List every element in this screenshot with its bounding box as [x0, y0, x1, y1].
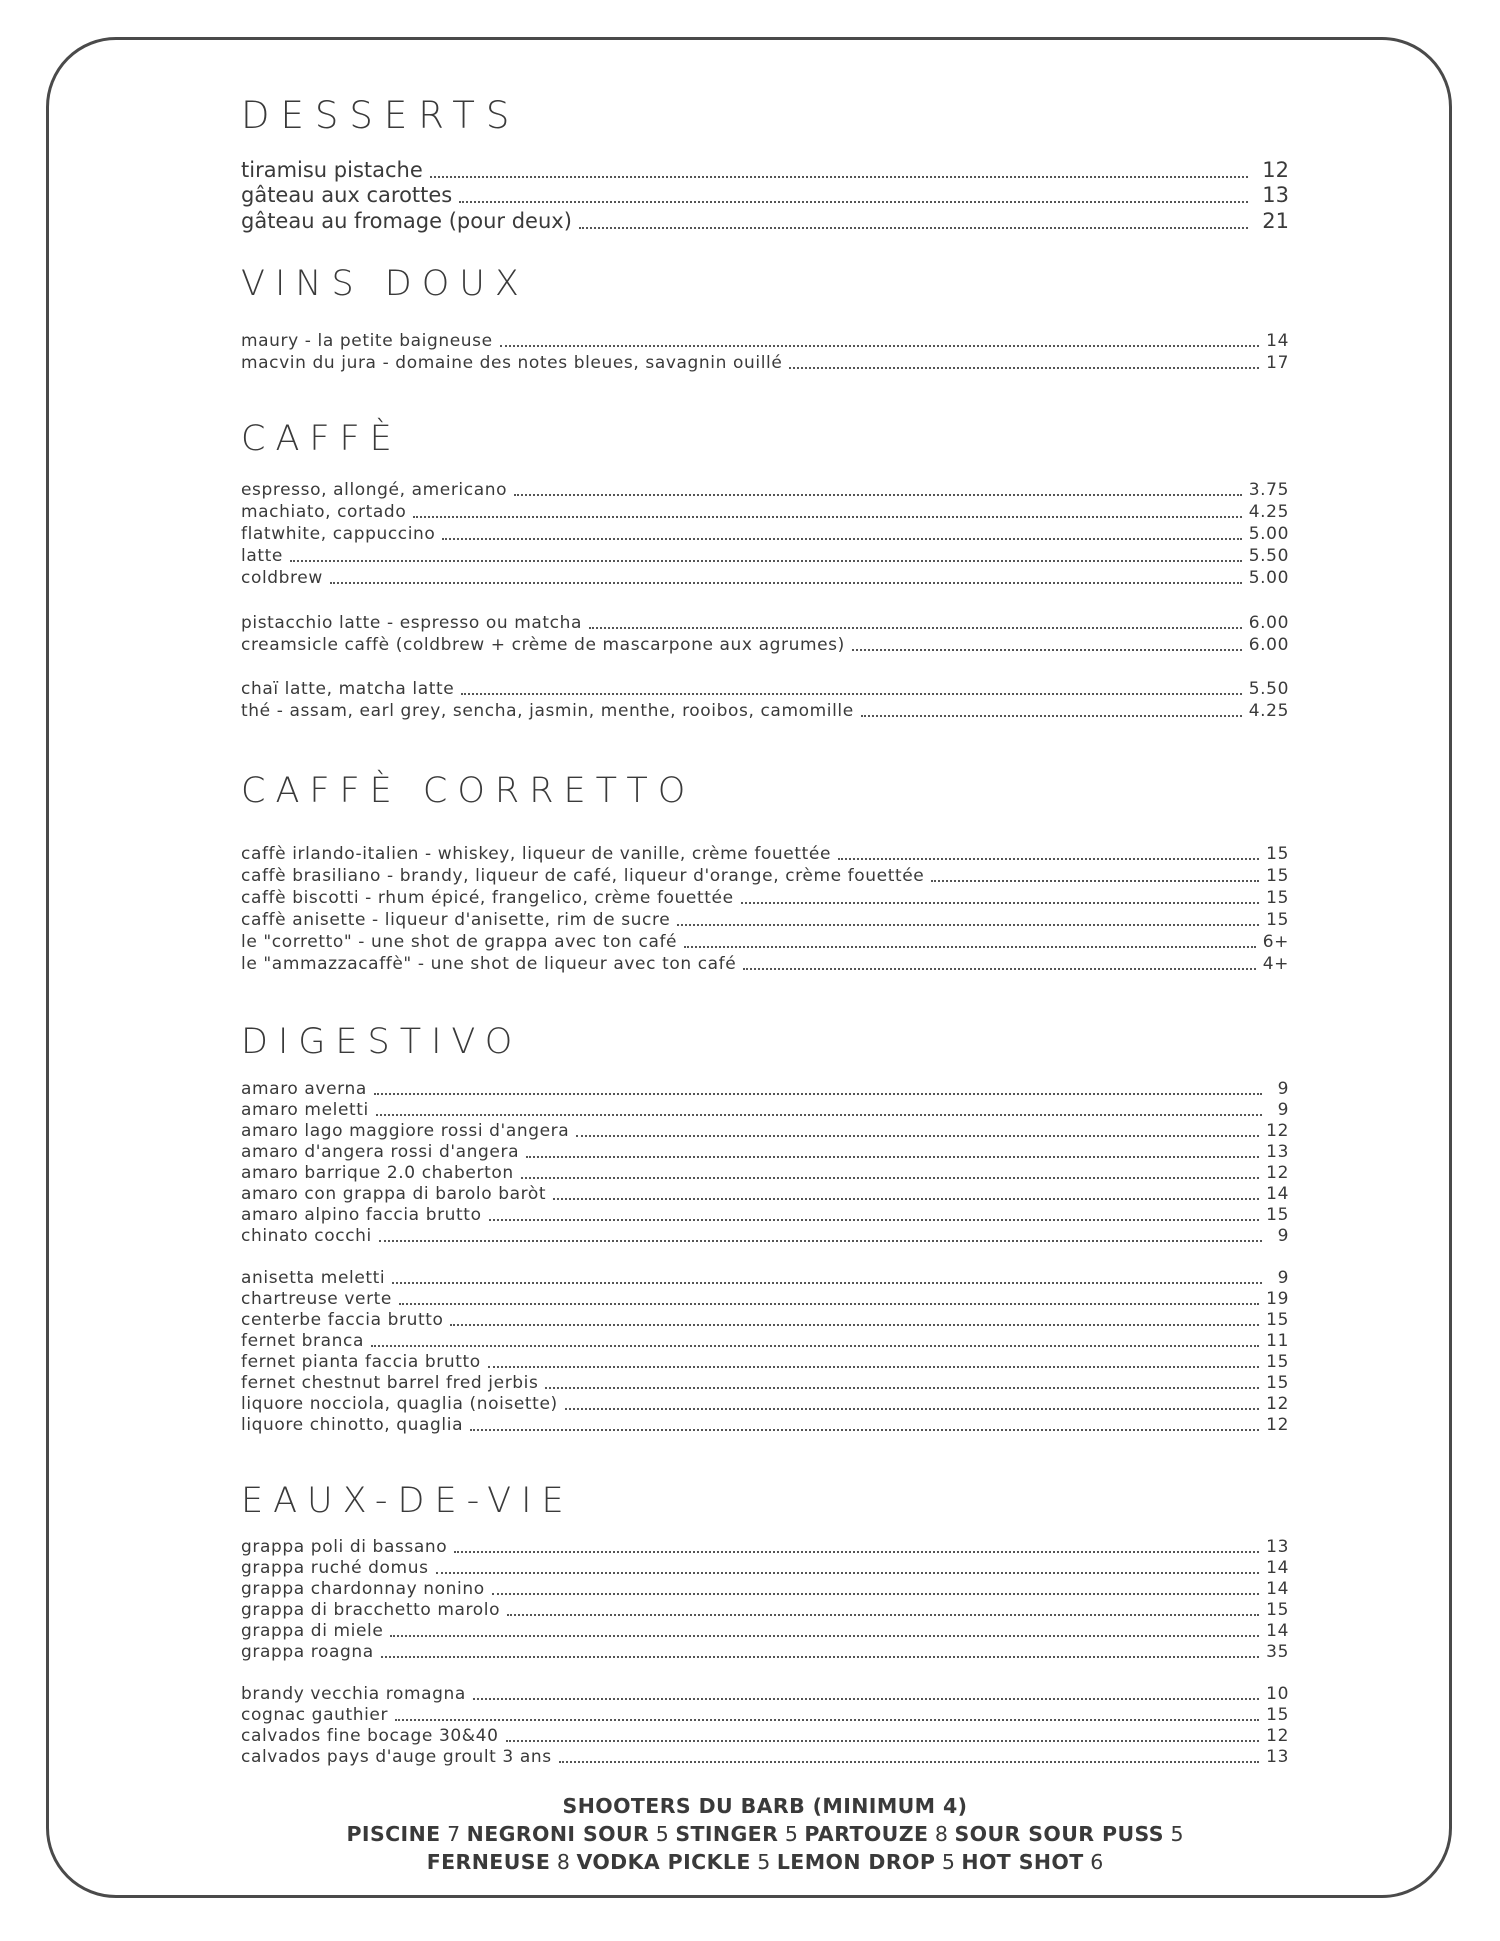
dot-leader — [677, 923, 1259, 926]
item-name: grappa chardonnay nonino — [241, 1579, 485, 1599]
caffe-title: CAFFÈ — [241, 419, 402, 459]
dot-leader — [526, 1155, 1259, 1158]
item-price: 9 — [1277, 1100, 1289, 1120]
menu-item — [241, 1373, 1289, 1394]
item-name: anisetta meletti — [241, 1268, 386, 1288]
dot-leader — [852, 648, 1242, 651]
menu-item — [241, 1163, 1289, 1184]
shooters-title: SHOOTERS DU BARB (MINIMUM 4) — [562, 1794, 968, 1818]
dot-leader — [506, 1739, 1260, 1742]
item-price: 35 — [1266, 1642, 1289, 1662]
menu-content — [241, 0, 1289, 1941]
menu-item — [241, 1537, 1289, 1558]
item-price: 5.50 — [1248, 679, 1289, 699]
menu-item — [241, 1747, 1289, 1768]
dot-leader — [430, 175, 1248, 178]
menu-item — [241, 1642, 1289, 1663]
item-name: machiato, cortado — [241, 502, 407, 522]
menu-item — [241, 635, 1289, 656]
item-price: 15 — [1266, 844, 1289, 864]
item-name: creamsicle caffè (coldbrew + crème de mascarpone aux agrumes) — [241, 635, 845, 655]
menu-item — [241, 679, 1289, 700]
shooter-name: PISCINE — [346, 1822, 441, 1846]
dot-leader — [454, 1550, 1259, 1553]
item-name: amaro barrique 2.0 chaberton — [241, 1163, 514, 1183]
desserts-title: DESSERTS — [241, 94, 521, 137]
item-name: caffè brasiliano - brandy, liqueur de café, liqueur d'orange, crème fouettée — [241, 866, 925, 886]
shooter-name: PARTOUZE — [804, 1822, 929, 1846]
item-name: fernet branca — [241, 1331, 364, 1351]
shooter-price: 5 — [655, 1822, 669, 1846]
menu-item — [241, 1226, 1289, 1247]
item-price: 14 — [1266, 1579, 1289, 1599]
item-name: gâteau aux carottes — [241, 183, 453, 207]
item-name: grappa roagna — [241, 1642, 374, 1662]
item-name: cognac gauthier — [241, 1705, 389, 1725]
item-name: espresso, allongé, americano — [241, 480, 508, 500]
menu-item — [241, 1684, 1289, 1705]
dot-leader — [521, 1176, 1259, 1179]
shooter-price: 5 — [941, 1850, 955, 1874]
item-name: coldbrew — [241, 568, 323, 588]
item-name: chaï latte, matcha latte — [241, 679, 455, 699]
menu-item — [241, 480, 1289, 501]
menu-item — [241, 701, 1289, 722]
item-name: amaro alpino faccia brutto — [241, 1205, 482, 1225]
dot-leader — [436, 1571, 1260, 1574]
shooter-name: FERNEUSE — [426, 1850, 551, 1874]
item-name: liquore chinotto, quaglia — [241, 1415, 464, 1435]
dot-leader — [789, 366, 1259, 369]
menu-item — [241, 1142, 1289, 1163]
dot-leader — [470, 1428, 1259, 1431]
menu-item — [241, 331, 1289, 352]
item-price: 19 — [1266, 1289, 1289, 1309]
shooter-name: SOUR SOUR PUSS — [954, 1822, 1164, 1846]
item-name: latte — [241, 546, 283, 566]
menu-item — [241, 1310, 1289, 1331]
dot-leader — [507, 1613, 1259, 1616]
caffe-corretto-title: CAFFÈ CORRETTO — [241, 771, 696, 811]
item-price: 12 — [1266, 1726, 1289, 1746]
shooter-price: 8 — [556, 1850, 570, 1874]
shooter-price: 5 — [1170, 1822, 1184, 1846]
dot-leader — [390, 1634, 1259, 1637]
item-price: 13 — [1266, 1537, 1289, 1557]
dot-leader — [489, 1218, 1260, 1221]
item-price: 9 — [1277, 1226, 1289, 1246]
shooter-price: 7 — [447, 1822, 461, 1846]
item-price: 13 — [1266, 1747, 1289, 1767]
item-name: amaro d'angera rossi d'angera — [241, 1142, 520, 1162]
menu-item — [241, 158, 1289, 183]
item-name: fernet pianta faccia brutto — [241, 1352, 481, 1372]
dot-leader — [442, 537, 1241, 540]
item-price: 15 — [1266, 888, 1289, 908]
dot-leader — [473, 1697, 1259, 1700]
item-price: 12 — [1266, 1121, 1289, 1141]
dot-leader — [371, 1344, 1259, 1347]
menu-item — [241, 866, 1289, 887]
dot-leader — [379, 1239, 1262, 1242]
menu-item — [241, 1726, 1289, 1747]
shooter-name: VODKA PICKLE — [576, 1850, 751, 1874]
shooter-name: NEGRONI SOUR — [466, 1822, 650, 1846]
vins-doux-title: VINS DOUX — [241, 264, 529, 304]
item-price: 9 — [1277, 1079, 1289, 1099]
dot-leader — [579, 226, 1248, 229]
shooter-price: 5 — [757, 1850, 771, 1874]
shooters-line-2 — [241, 1848, 1289, 1876]
menu-item — [241, 1100, 1289, 1121]
dot-leader — [395, 1718, 1259, 1721]
item-name: pistacchio latte - espresso ou matcha — [241, 613, 582, 633]
menu-item — [241, 1268, 1289, 1289]
item-name: grappa di bracchetto marolo — [241, 1600, 501, 1620]
item-price: 21 — [1262, 209, 1289, 233]
menu-item — [241, 183, 1289, 208]
dot-leader — [559, 1760, 1259, 1763]
item-price: 5.00 — [1248, 524, 1289, 544]
item-price: 14 — [1266, 331, 1289, 351]
item-price: 5.00 — [1248, 568, 1289, 588]
item-price: 15 — [1266, 1310, 1289, 1330]
menu-item — [241, 1331, 1289, 1352]
item-name: amaro con grappa di barolo baròt — [241, 1184, 547, 1204]
item-price: 12 — [1266, 1415, 1289, 1435]
item-price: 6.00 — [1248, 613, 1289, 633]
dot-leader — [553, 1197, 1259, 1200]
menu-item — [241, 524, 1289, 545]
item-price: 11 — [1266, 1331, 1289, 1351]
dot-leader — [461, 692, 1241, 695]
dot-leader — [374, 1092, 1262, 1095]
item-name: caffè irlando-italien - whiskey, liqueur de vanille, crème fouettée — [241, 844, 832, 864]
menu-item — [241, 888, 1289, 909]
menu-item — [241, 1705, 1289, 1726]
dot-leader — [565, 1407, 1259, 1410]
item-name: caffè biscotti - rhum épicé, frangelico, crème fouettée — [241, 888, 734, 908]
item-price: 12 — [1266, 1163, 1289, 1183]
dot-leader — [741, 901, 1260, 904]
menu-item — [241, 1352, 1289, 1373]
shooter-price: 8 — [934, 1822, 948, 1846]
item-name: liquore nocciola, quaglia (noisette) — [241, 1394, 558, 1414]
dot-leader — [381, 1655, 1259, 1658]
item-price: 6+ — [1262, 932, 1289, 952]
item-name: caffè anisette - liqueur d'anisette, rim de sucre — [241, 910, 671, 930]
item-name: flatwhite, cappuccino — [241, 524, 436, 544]
dot-leader — [838, 857, 1259, 860]
item-name: amaro lago maggiore rossi d'angera — [241, 1121, 570, 1141]
item-price: 15 — [1266, 910, 1289, 930]
item-price: 4.25 — [1248, 502, 1289, 522]
dot-leader — [413, 515, 1241, 518]
menu-item — [241, 1184, 1289, 1205]
item-price: 14 — [1266, 1558, 1289, 1578]
dot-leader — [514, 493, 1242, 496]
item-price: 14 — [1266, 1184, 1289, 1204]
digestivo-title: DIGESTIVO — [241, 1022, 523, 1062]
dot-leader — [684, 945, 1256, 948]
shooter-name: LEMON DROP — [776, 1850, 936, 1874]
item-name: le "ammazzacaffè" - une shot de liqueur avec ton café — [241, 954, 737, 974]
item-price: 15 — [1266, 1705, 1289, 1725]
menu-item — [241, 1600, 1289, 1621]
menu-item — [241, 1079, 1289, 1100]
menu-item — [241, 1558, 1289, 1579]
dot-leader — [500, 344, 1259, 347]
item-price: 4+ — [1262, 954, 1289, 974]
item-price: 3.75 — [1248, 480, 1289, 500]
menu-item — [241, 1415, 1289, 1436]
menu-item — [241, 1579, 1289, 1600]
menu-item — [241, 209, 1289, 234]
item-price: 15 — [1266, 866, 1289, 886]
dot-leader — [392, 1281, 1262, 1284]
shooter-price: 5 — [784, 1822, 798, 1846]
menu-item — [241, 568, 1289, 589]
item-name: calvados pays d'auge groult 3 ans — [241, 1747, 552, 1767]
item-name: chartreuse verte — [241, 1289, 392, 1309]
menu-item — [241, 546, 1289, 567]
dot-leader — [931, 879, 1259, 882]
item-name: brandy vecchia romagna — [241, 1684, 466, 1704]
item-price: 13 — [1266, 1142, 1289, 1162]
item-name: amaro meletti — [241, 1100, 369, 1120]
menu-item — [241, 613, 1289, 634]
item-price: 15 — [1266, 1373, 1289, 1393]
eaux-de-vie-title: EAUX-DE-VIE — [241, 1481, 574, 1521]
dot-leader — [492, 1592, 1259, 1595]
item-price: 6.00 — [1248, 635, 1289, 655]
item-price: 12 — [1266, 1394, 1289, 1414]
item-name: thé - assam, earl grey, sencha, jasmin, menthe, rooibos, camomille — [241, 701, 854, 721]
item-name: centerbe faccia brutto — [241, 1310, 444, 1330]
item-price: 5.50 — [1248, 546, 1289, 566]
menu-item — [241, 353, 1289, 374]
dot-leader — [589, 626, 1242, 629]
item-price: 15 — [1266, 1600, 1289, 1620]
item-price: 10 — [1266, 1684, 1289, 1704]
item-name: grappa di miele — [241, 1621, 384, 1641]
shooter-price: 6 — [1090, 1850, 1104, 1874]
dot-leader — [376, 1113, 1262, 1116]
item-price: 13 — [1262, 183, 1289, 207]
menu-item — [241, 1289, 1289, 1310]
menu-item — [241, 1621, 1289, 1642]
item-name: macvin du jura - domaine des notes bleues, savagnin ouillé — [241, 353, 783, 373]
item-name: grappa ruché domus — [241, 1558, 429, 1578]
menu-item — [241, 502, 1289, 523]
item-name: le "corretto" - une shot de grappa avec ton café — [241, 932, 678, 952]
menu-item — [241, 1394, 1289, 1415]
dot-leader — [576, 1134, 1259, 1137]
item-name: amaro averna — [241, 1079, 367, 1099]
item-price: 14 — [1266, 1621, 1289, 1641]
dot-leader — [290, 559, 1242, 562]
dot-leader — [459, 200, 1248, 203]
dot-leader — [450, 1323, 1259, 1326]
item-price: 9 — [1277, 1268, 1289, 1288]
item-price: 17 — [1266, 353, 1289, 373]
item-name: chinato cocchi — [241, 1226, 372, 1246]
menu-item — [241, 932, 1289, 953]
dot-leader — [330, 581, 1242, 584]
menu-item — [241, 954, 1289, 975]
shooter-name: HOT SHOT — [961, 1850, 1084, 1874]
dot-leader — [399, 1302, 1259, 1305]
menu-item — [241, 910, 1289, 931]
menu-item — [241, 844, 1289, 865]
dot-leader — [743, 967, 1255, 970]
item-price: 15 — [1266, 1352, 1289, 1372]
menu-item — [241, 1205, 1289, 1226]
menu-item — [241, 1121, 1289, 1142]
shooter-name: STINGER — [675, 1822, 779, 1846]
item-name: grappa poli di bassano — [241, 1537, 448, 1557]
item-name: tiramisu pistache — [241, 158, 423, 182]
item-price: 15 — [1266, 1205, 1289, 1225]
item-price: 12 — [1262, 158, 1289, 182]
item-name: gâteau au fromage (pour deux) — [241, 209, 572, 233]
dot-leader — [861, 714, 1242, 717]
dot-leader — [545, 1386, 1259, 1389]
item-price: 4.25 — [1248, 701, 1289, 721]
shooters-line-1 — [241, 1820, 1289, 1848]
item-name: fernet chestnut barrel fred jerbis — [241, 1373, 539, 1393]
item-name: maury - la petite baigneuse — [241, 331, 493, 351]
item-name: calvados fine bocage 30&40 — [241, 1726, 499, 1746]
dot-leader — [488, 1365, 1259, 1368]
